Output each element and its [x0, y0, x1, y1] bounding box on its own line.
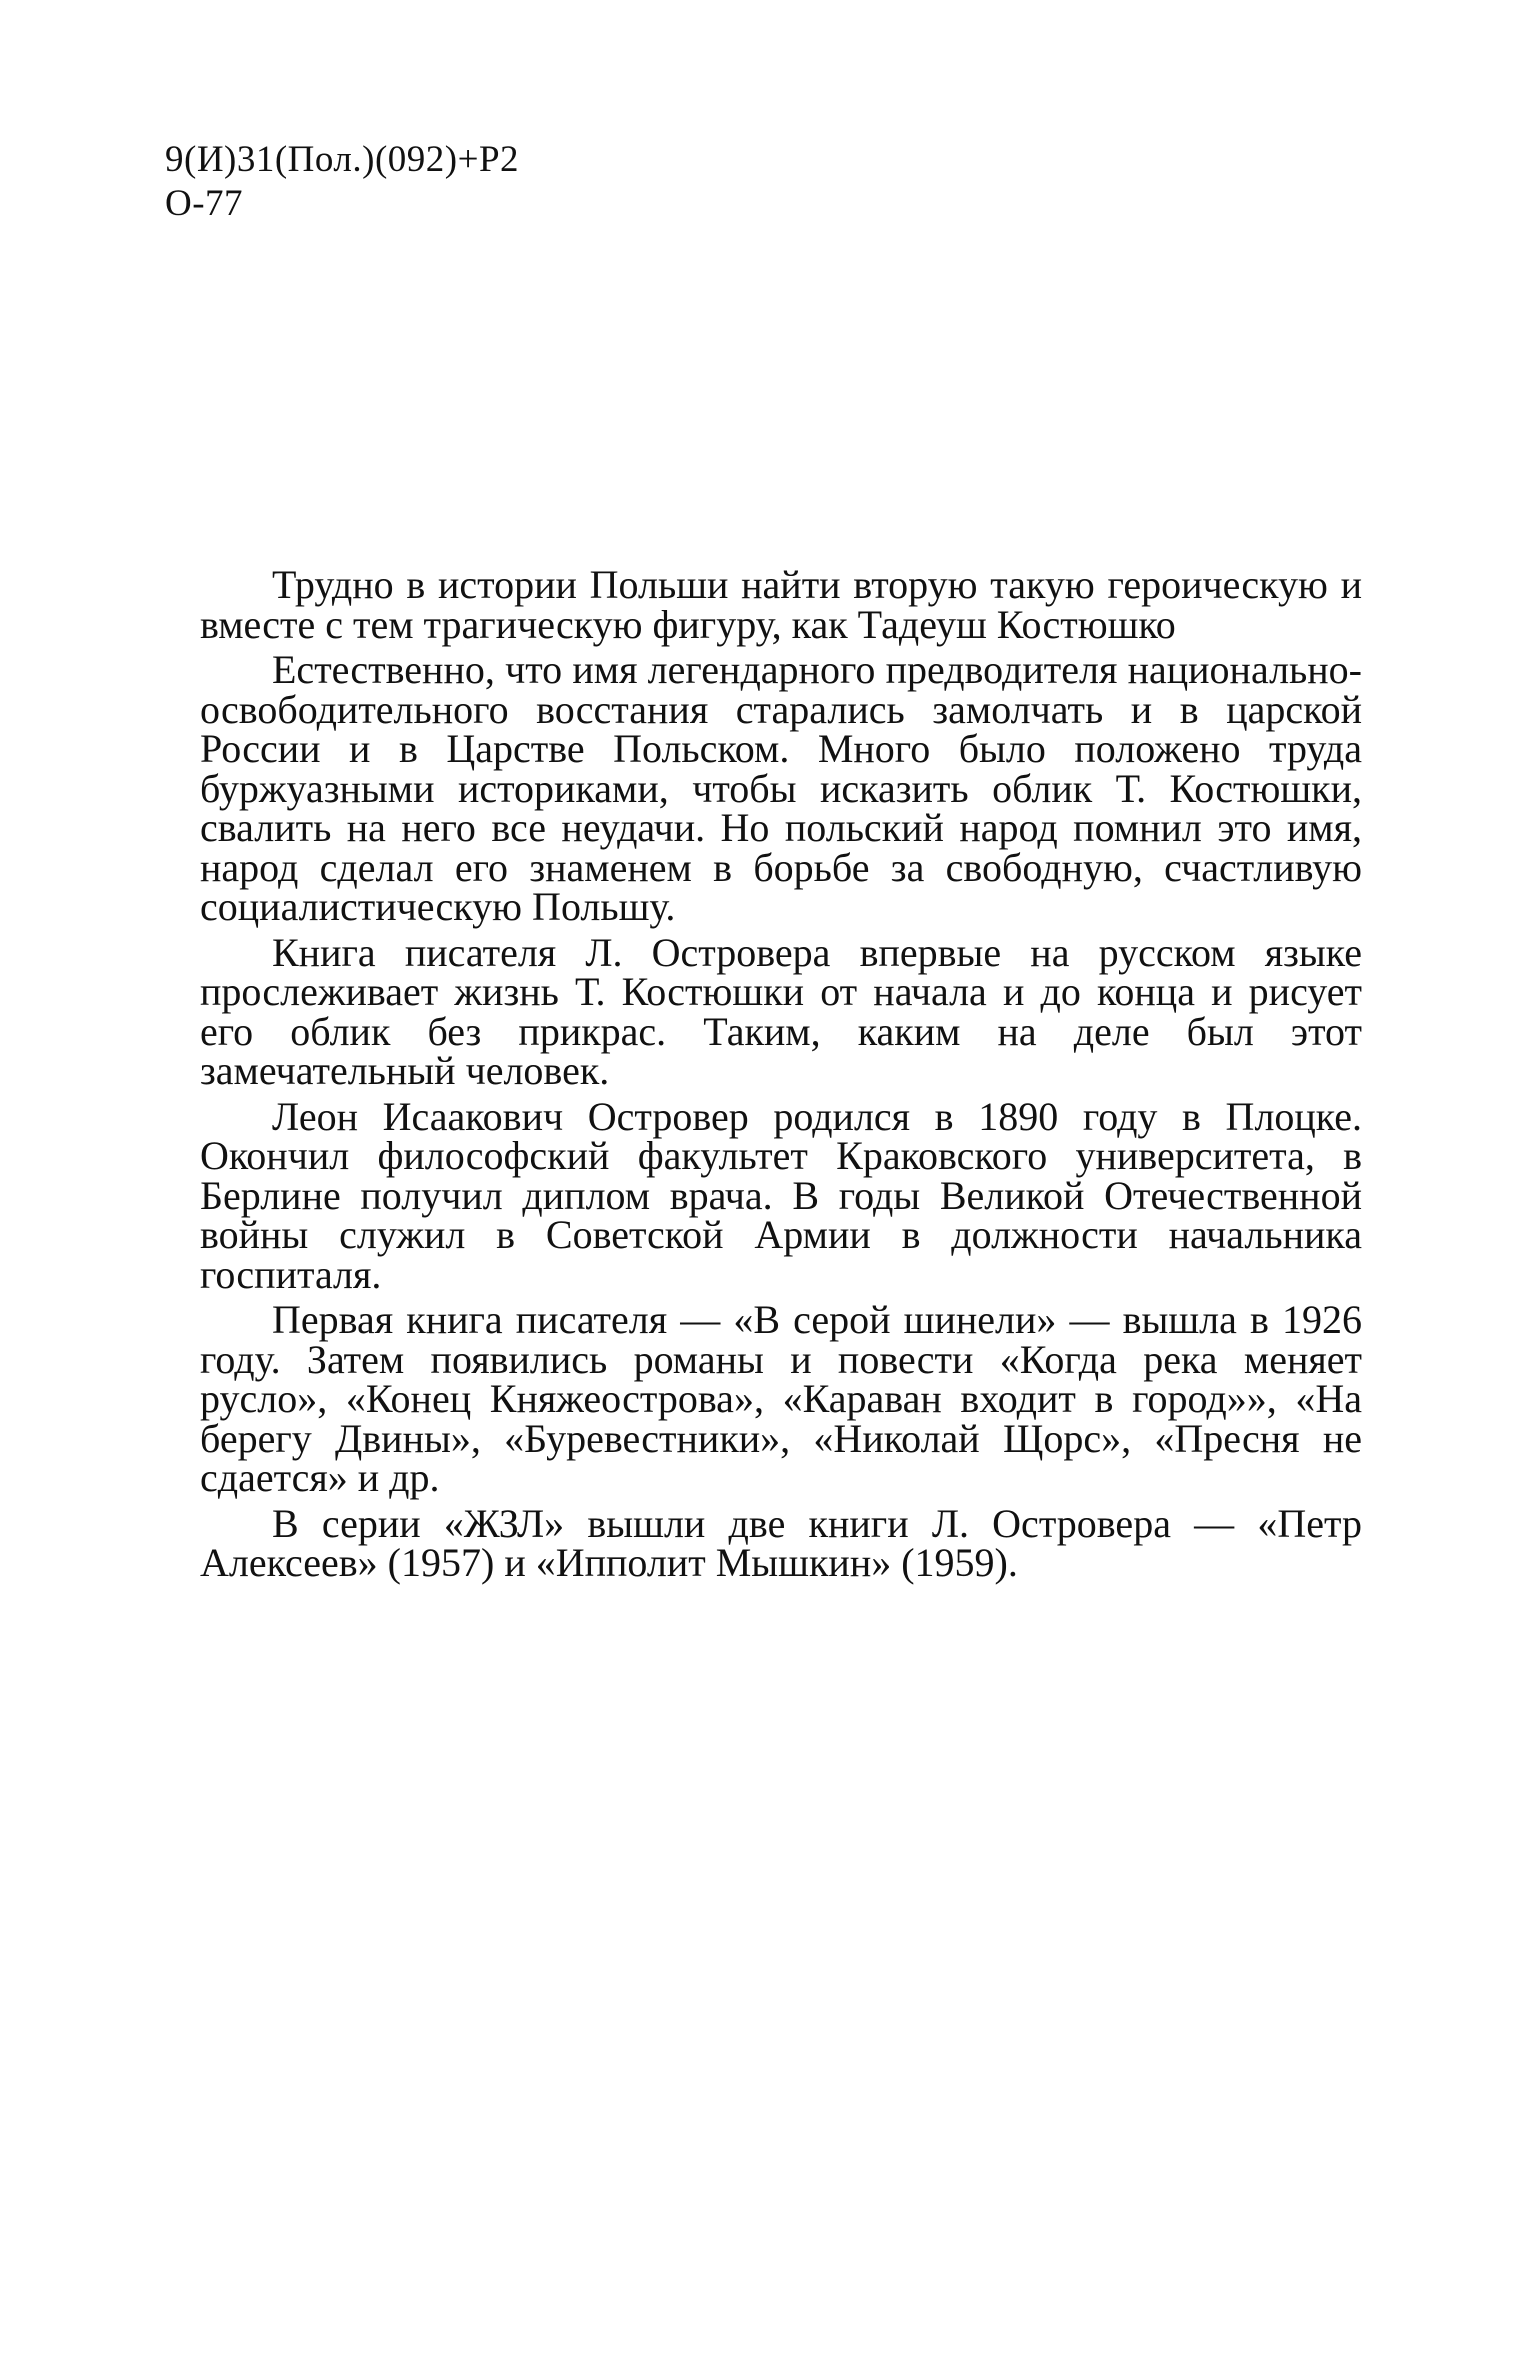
annotation-paragraph: Естественно, что имя легендарного предводителя национально-освободительного восстания старались замолчать и в царской России и в Царстве Польском. Много было положено труда буржуазными историками, чтобы исказить облик Т. Костюшки, свалить на него все неудачи. Но польский народ помнил это имя, народ сделал его знаменем в борьбе за свободную, счастливую социалистическую Польшу. [200, 647, 1362, 929]
annotation-paragraph: Трудно в истории Польши найти вторую такую героическую и вместе с тем трагическую фигуру, как Тадеуш Костюшко [200, 562, 1362, 647]
annotation-paragraph: Леон Исаакович Островер родился в 1890 году в Плоцке. Окончил философский факультет Краковского университета, в Берлине получил диплом врача. В годы Великой Отечественной войны служил в Советской Армии в должности начальника госпиталя. [200, 1093, 1362, 1297]
author-mark: О-77 [165, 183, 244, 224]
library-classification [165, 138, 519, 226]
book-annotation [200, 562, 1362, 1589]
annotation-paragraph: Первая книга писателя — «В серой шинели» — вышла в 1926 году. Затем появились романы и повести «Когда река меняет русло», «Конец Княжеострова», «Караван входит в город»», «На берегу Двины», «Буревестники», «Николай Щорс», «Пресня не сдается» и др. [200, 1297, 1362, 1500]
annotation-paragraph: Книга писателя Л. Островера впервые на русском языке прослеживает жизнь Т. Костюшки от начала и до конца и рисует его облик без прикрас. Таким, каким на деле был этот замечательный человек. [200, 929, 1362, 1093]
classification-code: 9(И)31(Пол.)(092)+Р2 [165, 139, 520, 180]
annotation-paragraph: В серии «ЖЗЛ» вышли две книги Л. Островера — «Петр Алексеев» (1957) и «Ипполит Мышкин» (1959). [200, 1500, 1362, 1585]
